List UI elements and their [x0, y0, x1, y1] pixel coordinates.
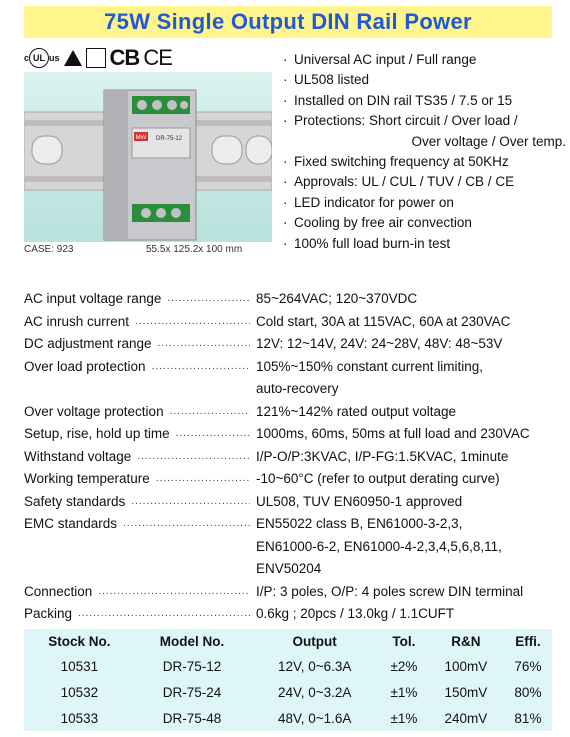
tuv-triangle-icon [64, 50, 82, 66]
spec-row [24, 446, 554, 469]
table-cell: ±1% [390, 710, 418, 726]
spec-row [24, 401, 554, 424]
feature-list [282, 50, 566, 254]
spec-label: Connection [24, 583, 93, 599]
feature-item: · LED indicator for power on [282, 193, 562, 213]
table-cell: 81% [514, 710, 542, 726]
table-row [24, 705, 552, 731]
feature-item: · Protections: Short circuit / Over load / [282, 111, 562, 131]
table-cell: 80% [514, 684, 542, 700]
table-cell: ±2% [390, 658, 418, 674]
product-label: DR-75-12 [155, 136, 183, 142]
table-row [24, 679, 552, 705]
feature-item: · Fixed switching frequency at 50KHz [282, 152, 562, 172]
spec-label: Setup, rise, hold up time [24, 426, 170, 441]
spec-row-continued [24, 536, 554, 559]
spec-label: EMC standards [24, 516, 118, 531]
table-cell: DR-75-12 [162, 658, 222, 674]
tuv-box-icon [86, 48, 106, 68]
column-header: Effi. [515, 633, 541, 649]
spec-label: Withstand voltage [24, 448, 132, 464]
spec-row [24, 581, 554, 604]
spec-value: 85~264VAC; 120~370VDC [256, 291, 418, 306]
spec-row [24, 423, 554, 446]
column-header: Output [292, 633, 337, 649]
spec-value: 0.6kg ; 20pcs / 13.0kg / 1.1CUFT [256, 606, 455, 621]
spec-label: Over voltage protection [24, 403, 164, 419]
column-header: R&N [451, 633, 481, 649]
spec-label: Packing [24, 606, 73, 621]
product-photo [24, 72, 272, 242]
spec-value: UL508, TUV EN60950-1 approved [256, 493, 463, 509]
column-header: Model No. [159, 633, 225, 649]
spec-value: -10~60°C (refer to output derating curve) [256, 471, 500, 486]
spec-value: I/P-O/P:3KVAC, I/P-FG:1.5KVAC, 1minute [256, 448, 509, 464]
spec-label: Safety standards [24, 493, 126, 509]
spec-row-continued [24, 378, 554, 401]
din-rail-power-supply-image [24, 72, 272, 242]
spec-row-continued [24, 558, 554, 581]
spec-value: 121%~142% rated output voltage [256, 403, 457, 419]
spec-value: EN55022 class B, EN61000-3-2,3, [256, 516, 463, 531]
spec-row [24, 468, 554, 491]
table-cell: 48V, 0~1.6A [277, 710, 352, 726]
spec-value: ENV50204 [256, 561, 322, 576]
spec-label: Working temperature [24, 471, 150, 486]
table-cell: 12V, 0~6.3A [277, 658, 352, 674]
ul-prefix: c [24, 53, 30, 63]
spec-row [24, 333, 554, 356]
table-cell: 150mV [444, 684, 488, 700]
spec-value: I/P: 3 poles, O/P: 4 poles screw DIN terminal [256, 583, 524, 599]
spec-label: AC inrush current [24, 313, 130, 329]
table-cell: DR-75-48 [162, 710, 222, 726]
spec-value: EN61000-6-2, EN61000-4-2,3,4,5,6,8,11, [256, 538, 502, 554]
stock-table [24, 629, 552, 731]
feature-item: · 100% full load burn-in test [282, 234, 562, 254]
cb-mark: CB [109, 45, 140, 70]
column-header: Tol. [392, 633, 416, 649]
page-title: 75W Single Output DIN Rail Power [104, 9, 472, 34]
spec-row [24, 311, 554, 334]
dimensions: 55.5x 125.2x 100 mm [146, 244, 243, 255]
feature-item: · Universal AC input / Full range [282, 50, 562, 70]
spec-value: Cold start, 30A at 115VAC, 60A at 230VAC [256, 313, 511, 329]
feature-item: · Cooling by free air convection [282, 213, 562, 233]
spec-row [24, 288, 554, 311]
column-header: Stock No. [48, 633, 111, 649]
table-cell: 10531 [60, 658, 99, 674]
spec-value: auto-recovery [256, 381, 339, 396]
feature-item: · Installed on DIN rail TS35 / 7.5 or 15 [282, 91, 562, 111]
case-number: CASE: 923 [24, 244, 74, 255]
spec-row [24, 513, 554, 536]
feature-item-continued: Over voltage / Over temp. [411, 133, 566, 149]
spec-list [24, 288, 554, 626]
brand-label: MW [135, 135, 147, 141]
table-cell: ±1% [390, 684, 418, 700]
ul-suffix: us [49, 53, 60, 63]
spec-row [24, 356, 554, 379]
spec-label: Over load protection [24, 358, 146, 374]
title-bar [24, 6, 552, 38]
spec-label: DC adjustment range [24, 336, 152, 351]
table-cell: 10533 [60, 710, 99, 726]
feature-item: · UL508 listed [282, 70, 562, 90]
table-cell: DR-75-24 [162, 684, 222, 700]
certification-marks [24, 46, 184, 70]
table-header-row [24, 629, 552, 653]
spec-value: 1000ms, 60ms, 50ms at full load and 230VAC [256, 426, 530, 441]
feature-item: · Approvals: UL / CUL / TUV / CB / CE [282, 172, 562, 192]
spec-value: 12V: 12~14V, 24V: 24~28V, 48V: 48~53V [256, 336, 503, 351]
table-cell: 10532 [60, 684, 99, 700]
table-cell: 76% [514, 658, 542, 674]
spec-row [24, 491, 554, 514]
table-cell: 240mV [444, 710, 488, 726]
table-cell: 24V, 0~3.2A [277, 684, 352, 700]
table-cell: 100mV [444, 658, 488, 674]
spec-value: 105%~150% constant current limiting, [256, 358, 484, 374]
spec-row [24, 603, 554, 626]
table-row [24, 653, 552, 679]
ul-mark-icon: c UL us [24, 48, 60, 68]
spec-label: AC input voltage range [24, 291, 162, 306]
ce-mark: CE [143, 45, 172, 70]
